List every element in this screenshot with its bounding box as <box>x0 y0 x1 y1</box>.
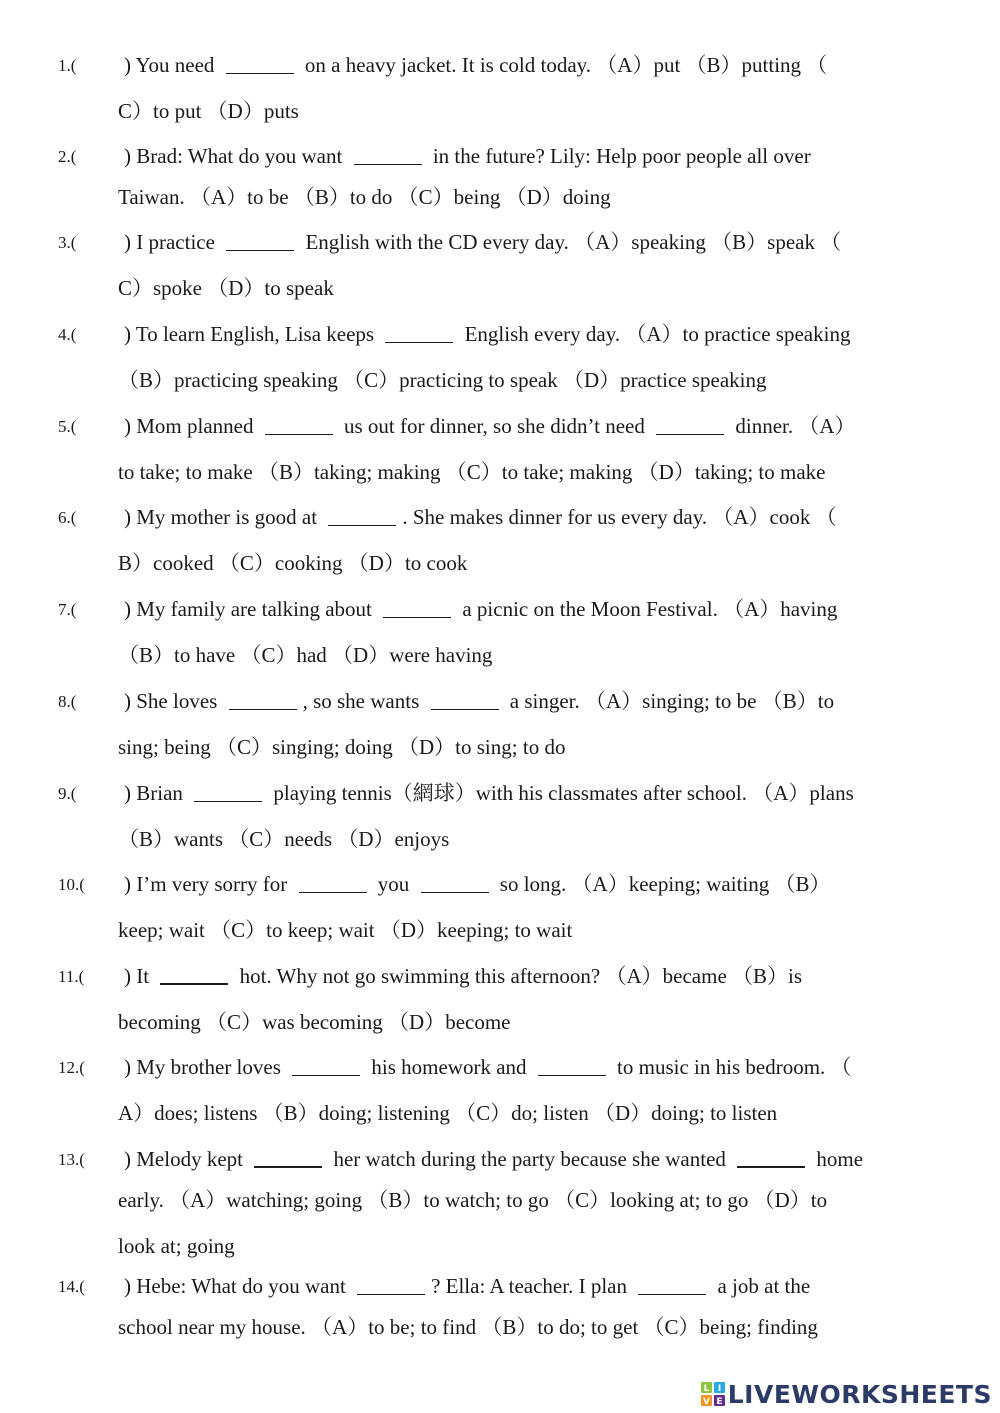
question-text: ) My family are talking about <box>124 597 378 621</box>
answer-blank[interactable] <box>254 1165 322 1168</box>
answer-blank[interactable] <box>292 1074 360 1076</box>
question-text: ) My mother is good at <box>124 505 323 529</box>
question-text: ) It <box>124 964 155 988</box>
question-options-line: C）to put （D）puts <box>118 99 299 123</box>
question-number: 12.( <box>58 1058 85 1077</box>
question-text: ? Ella: A teacher. I plan <box>431 1274 633 1298</box>
question-text: English with the CD every day. （A）speaking （B）speak （ <box>300 230 842 254</box>
question-line <box>124 963 802 989</box>
svg-text:V: V <box>702 1397 710 1407</box>
question-options-line: B）cooked （C）cooking （D）to cook <box>118 551 468 575</box>
question-number: 14.( <box>58 1277 85 1296</box>
answer-blank[interactable] <box>656 433 724 435</box>
svg-text:L: L <box>703 1384 710 1394</box>
question-number: 11.( <box>58 967 85 986</box>
question-line <box>124 871 831 897</box>
question-number: 8.( <box>58 692 77 711</box>
question-options-line: C）spoke （D）to speak <box>118 276 334 300</box>
question-line <box>124 1273 810 1299</box>
question-number: 2.( <box>58 147 77 166</box>
question-text: ) Mom planned <box>124 414 259 438</box>
answer-blank[interactable] <box>354 163 422 165</box>
question-text: ) My brother loves <box>124 1055 287 1079</box>
question-line <box>124 1146 863 1172</box>
answer-blank[interactable] <box>737 1165 805 1168</box>
question-line <box>124 780 854 806</box>
question-text: ) Melody kept <box>124 1147 249 1171</box>
liveworksheets-logo-icon <box>700 1381 726 1407</box>
answer-blank[interactable] <box>538 1074 606 1076</box>
question-text: a job at the <box>712 1274 811 1298</box>
question-options-line: （B）practicing speaking （C）practicing to speak （D）practice speaking <box>118 368 767 392</box>
question-text: playing tennis（網球）with his classmates after school. （A）plans <box>268 781 854 805</box>
answer-blank[interactable] <box>226 72 294 74</box>
question-number: 6.( <box>58 508 77 527</box>
question-line <box>124 321 850 347</box>
question-number: 1.( <box>58 56 77 75</box>
logo-wordmark: LIVEWORKSHEETS <box>727 1379 992 1409</box>
question-options-line: to take; to make （B）taking; making （C）to take; making （D）taking; to make <box>118 460 826 484</box>
liveworksheets-logo <box>700 1378 992 1410</box>
question-text: a singer. （A）singing; to be （B）to <box>504 689 835 713</box>
question-text: English every day. （A）to practice speaking <box>459 322 851 346</box>
question-line <box>124 688 834 714</box>
question-number: 7.( <box>58 600 77 619</box>
question-text: dinner. （A） <box>730 414 856 438</box>
question-line <box>124 413 856 439</box>
question-line <box>124 596 837 622</box>
question-options-line: （B）to have （C）had （D）were having <box>118 643 493 667</box>
question-options-line: becoming （C）was becoming （D）become <box>118 1010 511 1034</box>
question-line <box>124 229 841 255</box>
answer-blank[interactable] <box>229 708 297 710</box>
question-line <box>124 52 827 78</box>
question-text: hot. Why not go swimming this afternoon? （A）became （B）is <box>234 964 803 988</box>
question-options-line: early. （A）watching; going （B）to watch; to go （C）looking at; to go （D）to <box>118 1188 828 1212</box>
question-text: . She makes dinner for us every day. （A）cook （ <box>402 505 837 529</box>
question-number: 10.( <box>58 875 85 894</box>
answer-blank[interactable] <box>385 341 453 343</box>
question-text: a picnic on the Moon Festival. （A）having <box>457 597 838 621</box>
question-text: ) Brian <box>124 781 189 805</box>
question-text: on a heavy jacket. It is cold today. （A）put （B）putting （ <box>299 53 828 77</box>
question-options-line: Taiwan. （A）to be （B）to do （C）being （D）doing <box>118 185 611 209</box>
answer-blank[interactable] <box>194 800 262 802</box>
question-text: , so she wants <box>302 689 425 713</box>
answer-blank[interactable] <box>421 891 489 893</box>
answer-blank[interactable] <box>431 708 499 710</box>
question-text: ) Brad: What do you want <box>124 144 348 168</box>
question-line <box>124 504 837 530</box>
svg-text:I: I <box>717 1384 721 1394</box>
answer-blank[interactable] <box>638 1293 706 1295</box>
answer-blank[interactable] <box>357 1293 425 1295</box>
question-text: home <box>811 1147 864 1171</box>
question-text: his homework and <box>366 1055 532 1079</box>
question-options-line: A）does; listens （B）doing; listening （C）do; listen （D）doing; to listen <box>118 1101 778 1125</box>
question-line <box>124 143 811 169</box>
question-text: ) Hebe: What do you want <box>124 1274 352 1298</box>
question-options-line: school near my house. （A）to be; to find （B）to do; to get （C）being; finding <box>118 1315 818 1339</box>
answer-blank[interactable] <box>265 433 333 435</box>
question-number: 4.( <box>58 325 77 344</box>
question-text: to music in his bedroom. （ <box>611 1055 852 1079</box>
question-text: ) To learn English, Lisa keeps <box>124 322 380 346</box>
answer-blank[interactable] <box>328 524 396 526</box>
question-number: 5.( <box>58 417 77 436</box>
question-options-line: sing; being （C）singing; doing （D）to sing; to do <box>118 735 566 759</box>
question-options-line: （B）wants （C）needs （D）enjoys <box>118 827 450 851</box>
question-text: her watch during the party because she wanted <box>328 1147 732 1171</box>
question-text: ) She loves <box>124 689 223 713</box>
answer-blank[interactable] <box>226 249 294 251</box>
question-text: us out for dinner, so she didn’t need <box>338 414 651 438</box>
question-number: 3.( <box>58 233 77 252</box>
question-text: so long. （A）keeping; waiting （B） <box>494 872 831 896</box>
question-number: 9.( <box>58 784 77 803</box>
question-text: you <box>372 872 415 896</box>
question-text: in the future? Lily: Help poor people all over <box>427 144 811 168</box>
question-number: 13.( <box>58 1150 85 1169</box>
answer-blank[interactable] <box>160 982 228 985</box>
question-options-line: keep; wait （C）to keep; wait （D）keeping; to wait <box>118 918 573 942</box>
answer-blank[interactable] <box>299 891 367 893</box>
svg-text:E: E <box>716 1397 723 1407</box>
question-text: ) You need <box>124 53 220 77</box>
question-options-line: look at; going <box>118 1234 235 1258</box>
answer-blank[interactable] <box>383 616 451 618</box>
question-text: ) I practice <box>124 230 221 254</box>
question-line <box>124 1054 852 1080</box>
question-text: ) I’m very sorry for <box>124 872 293 896</box>
